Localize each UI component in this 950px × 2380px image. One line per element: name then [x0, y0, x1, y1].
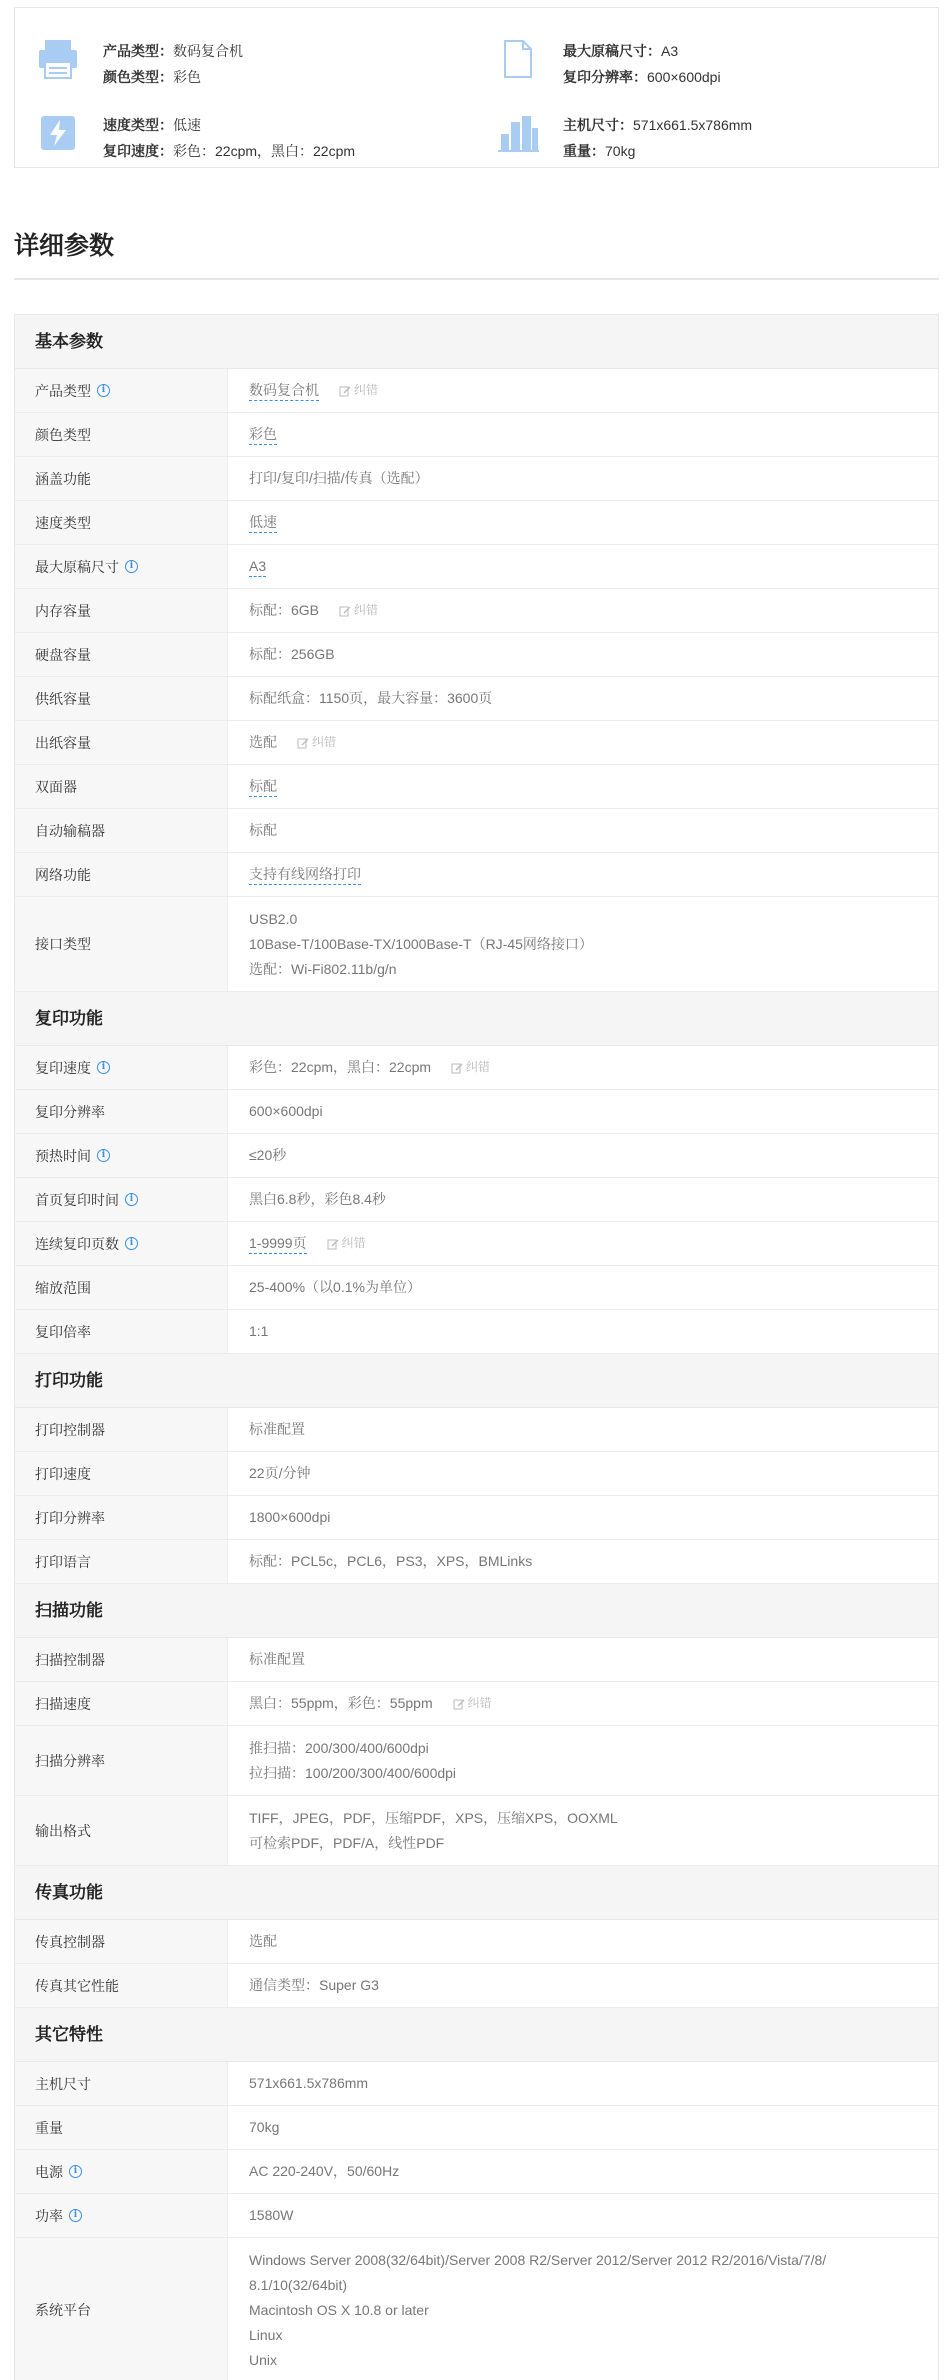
param-value	[228, 1796, 938, 1865]
param-value-link[interactable]: 彩色	[249, 424, 277, 445]
param-value-text: 1:1	[249, 1323, 269, 1339]
param-label	[15, 721, 228, 764]
param-value-text: 拉扫描：100/200/300/400/600dpi	[249, 1764, 457, 1781]
param-label	[15, 1796, 228, 1865]
param-label-text: 扫描速度	[35, 1695, 91, 1712]
param-value-text: 彩色：22cpm，黑白：22cpm	[249, 1059, 432, 1075]
info-icon[interactable]: i	[69, 2209, 82, 2222]
edit-icon	[451, 1062, 463, 1074]
param-label-text: 复印分辨率	[35, 1103, 105, 1120]
param-value	[228, 1090, 938, 1133]
param-value-text: 标配：6GB	[249, 602, 320, 618]
group-header: 基本参数	[15, 315, 938, 369]
param-label-text: 硬盘容量	[35, 646, 91, 663]
param-label	[15, 1638, 228, 1681]
param-row	[15, 765, 938, 809]
param-value-text: 标配纸盒：1150页，最大容量：3600页	[249, 690, 493, 706]
param-value	[228, 1682, 938, 1725]
param-label	[15, 1682, 228, 1725]
param-value-text: Windows Server 2008(32/64bit)/Server 2008 R2/Server 2012/Server 2012 R2/2016/Vista/7/8/	[249, 2251, 827, 2268]
param-value	[228, 633, 938, 676]
param-row	[15, 501, 938, 545]
param-row	[15, 1638, 938, 1682]
report-error-label: 纠错	[466, 1060, 491, 1074]
param-value	[228, 2238, 938, 2380]
param-value-text: 25-400%（以0.1%为单位）	[249, 1279, 421, 1295]
title-divider	[14, 278, 939, 280]
param-value	[228, 413, 938, 456]
info-icon[interactable]: i	[97, 384, 110, 397]
param-value-text: 可检索PDF，PDF/A，线性PDF	[249, 1834, 445, 1851]
param-value	[228, 1046, 938, 1089]
param-row	[15, 1964, 938, 2008]
param-value-text: 选配	[249, 734, 277, 750]
param-value	[228, 1726, 938, 1795]
param-row	[15, 369, 938, 413]
param-label-text: 涵盖功能	[35, 470, 91, 487]
summary-label: 复印分辨率：	[563, 69, 647, 85]
summary-value: 低速	[173, 117, 201, 133]
param-value-link[interactable]: 标配	[249, 776, 277, 797]
param-value	[228, 809, 938, 852]
param-value-link[interactable]: A3	[249, 556, 266, 577]
param-value-text: 选配：Wi-Fi802.11b/g/n	[249, 960, 397, 977]
edit-icon	[297, 737, 309, 749]
summary-value: 571x661.5x786mm	[633, 117, 753, 133]
param-row	[15, 1726, 938, 1796]
param-value-link[interactable]: 低速	[249, 512, 277, 533]
param-value	[228, 1222, 938, 1265]
param-label-text: 输出格式	[35, 1822, 91, 1839]
edit-icon	[453, 1698, 465, 1710]
param-value-link[interactable]: 支持有线网络打印	[249, 864, 361, 885]
param-row	[15, 1452, 938, 1496]
param-value-text: ≤20秒	[249, 1147, 287, 1163]
param-label	[15, 1964, 228, 2007]
param-label-text: 内存容量	[35, 602, 91, 619]
detail-title: 详细参数	[14, 232, 115, 260]
param-row	[15, 1266, 938, 1310]
param-label	[15, 1090, 228, 1133]
group-header: 传真功能	[15, 1866, 938, 1920]
param-value	[228, 721, 938, 764]
info-icon[interactable]: i	[69, 2165, 82, 2178]
summary-label: 产品类型：	[103, 43, 173, 59]
param-label-text: 首页复印时间	[35, 1191, 119, 1208]
param-row	[15, 1796, 938, 1866]
report-error-label: 纠错	[354, 603, 379, 617]
param-value	[228, 2194, 938, 2237]
param-value	[228, 1920, 938, 1963]
param-value-text: 推扫描：200/300/400/600dpi	[249, 1739, 429, 1756]
param-label-text: 出纸容量	[35, 734, 91, 751]
param-label-text: 打印语言	[35, 1553, 91, 1570]
param-label-text: 传真其它性能	[35, 1977, 119, 1994]
param-label	[15, 2062, 228, 2105]
param-row	[15, 853, 938, 897]
param-label-text: 最大原稿尺寸	[35, 558, 119, 575]
param-label	[15, 1222, 228, 1265]
info-icon[interactable]: i	[125, 1193, 138, 1206]
param-label	[15, 809, 228, 852]
param-label	[15, 1726, 228, 1795]
param-label-text: 供纸容量	[35, 690, 91, 707]
param-value-text: 70kg	[249, 2119, 280, 2135]
param-label-text: 复印倍率	[35, 1323, 91, 1340]
param-label-text: 电源	[35, 2163, 63, 2180]
param-label	[15, 1452, 228, 1495]
param-row	[15, 2238, 938, 2380]
param-value	[228, 545, 938, 588]
param-label	[15, 2238, 228, 2380]
printer-icon	[35, 36, 81, 82]
param-label	[15, 369, 228, 412]
param-value-text: 选配	[249, 1933, 277, 1949]
report-error-label: 纠错	[341, 1236, 366, 1250]
param-label	[15, 1408, 228, 1451]
param-label	[15, 1496, 228, 1539]
param-value	[228, 897, 938, 991]
param-label-text: 复印速度	[35, 1059, 91, 1076]
param-row	[15, 1682, 938, 1726]
report-error-button[interactable]	[297, 730, 336, 755]
param-row	[15, 721, 938, 765]
param-label	[15, 853, 228, 896]
param-label-text: 网络功能	[35, 866, 91, 883]
param-value	[228, 1408, 938, 1451]
param-value-text: 1800×600dpi	[249, 1509, 331, 1525]
param-value	[228, 589, 938, 632]
param-value	[228, 1266, 938, 1309]
param-label	[15, 1046, 228, 1089]
edit-icon	[339, 605, 351, 617]
info-icon[interactable]: i	[125, 1237, 138, 1250]
param-label	[15, 765, 228, 808]
param-value-text: TIFF，JPEG，PDF，压缩PDF，XPS，压缩XPS，OOXML	[249, 1809, 618, 1826]
param-label	[15, 2106, 228, 2149]
param-label-text: 缩放范围	[35, 1279, 91, 1296]
group-header: 复印功能	[15, 992, 938, 1046]
param-label	[15, 633, 228, 676]
param-row	[15, 633, 938, 677]
param-value-text: Unix	[249, 2351, 278, 2368]
param-label-text: 主机尺寸	[35, 2075, 91, 2092]
report-error-label: 纠错	[354, 383, 379, 397]
param-label	[15, 1178, 228, 1221]
param-value	[228, 765, 938, 808]
summary-value: 彩色：22cpm，黑白：22cpm	[173, 143, 356, 159]
param-label	[15, 545, 228, 588]
param-value	[228, 2062, 938, 2105]
param-value	[228, 1964, 938, 2007]
param-value	[228, 2150, 938, 2193]
param-label-text: 扫描控制器	[35, 1651, 105, 1668]
param-row	[15, 1134, 938, 1178]
param-label-text: 系统平台	[35, 2302, 91, 2318]
param-value	[228, 457, 938, 500]
param-value	[228, 1310, 938, 1353]
param-label	[15, 589, 228, 632]
param-value	[228, 853, 938, 896]
param-row	[15, 677, 938, 721]
info-icon[interactable]: i	[125, 560, 138, 573]
param-label-text: 颜色类型	[35, 426, 91, 443]
param-value-text: 8.1/10(32/64bit)	[249, 2276, 348, 2293]
param-value	[228, 1178, 938, 1221]
report-error-button[interactable]	[451, 1055, 490, 1080]
summary-value: 彩色	[173, 69, 201, 85]
param-label-text: 连续复印页数	[35, 1235, 119, 1252]
param-label	[15, 501, 228, 544]
info-icon[interactable]: i	[97, 1061, 110, 1074]
param-row	[15, 1178, 938, 1222]
param-value-text: 黑白：55ppm，彩色：55ppm	[249, 1695, 433, 1711]
param-label-text: 接口类型	[35, 936, 91, 952]
param-value-text: 打印/复印/扫描/传真（选配）	[249, 470, 429, 486]
param-value-text: USB2.0	[249, 910, 298, 927]
param-label-text: 打印速度	[35, 1465, 91, 1482]
lightning-icon	[35, 110, 81, 156]
param-row	[15, 1920, 938, 1964]
summary-label: 重量：	[563, 143, 605, 159]
edit-icon	[339, 385, 351, 397]
param-value-text: 600×600dpi	[249, 1103, 323, 1119]
param-value-text: Macintosh OS X 10.8 or later	[249, 2301, 429, 2318]
param-label-text: 传真控制器	[35, 1933, 105, 1950]
param-label	[15, 413, 228, 456]
param-row	[15, 2062, 938, 2106]
param-label	[15, 2150, 228, 2193]
param-label-text: 预热时间	[35, 1147, 91, 1164]
param-value-text: 标准配置	[249, 1651, 305, 1667]
param-label	[15, 1920, 228, 1963]
param-label	[15, 1134, 228, 1177]
group-header: 其它特性	[15, 2008, 938, 2062]
param-value-text: 通信类型：Super G3	[249, 1977, 379, 1993]
summary-label: 主机尺寸：	[563, 117, 633, 133]
param-label-text: 重量	[35, 2119, 63, 2136]
summary-label: 颜色类型：	[103, 69, 173, 85]
params-table	[14, 314, 939, 2380]
param-row	[15, 1310, 938, 1354]
summary-value: 数码复合机	[173, 43, 243, 59]
param-value	[228, 1134, 938, 1177]
param-value-text: 标配：PCL5c，PCL6，PS3，XPS，BMLinks	[249, 1553, 533, 1569]
param-label	[15, 1540, 228, 1583]
param-value-text: Linux	[249, 2326, 283, 2343]
param-value-link[interactable]: 1-9999页	[249, 1233, 307, 1254]
param-row	[15, 897, 938, 992]
param-row	[15, 809, 938, 853]
param-value-text: 1580W	[249, 2207, 294, 2223]
summary-label: 复印速度：	[103, 143, 173, 159]
summary-value: 600×600dpi	[647, 69, 721, 85]
param-value	[228, 2106, 938, 2149]
param-row	[15, 2194, 938, 2238]
param-label-text: 产品类型	[35, 382, 91, 399]
param-value	[228, 1540, 938, 1583]
param-row	[15, 1222, 938, 1266]
param-label-text: 打印控制器	[35, 1421, 105, 1438]
param-label	[15, 897, 228, 991]
report-error-button[interactable]	[339, 598, 378, 623]
summary-card	[14, 7, 939, 168]
param-value-text: 标准配置	[249, 1421, 305, 1437]
report-error-label: 纠错	[312, 735, 337, 749]
param-value-text: AC 220-240V，50/60Hz	[249, 2163, 400, 2179]
param-value-text: 10Base-T/100Base-TX/1000Base-T（RJ-45网络接口）	[249, 935, 593, 952]
param-row	[15, 545, 938, 589]
param-label	[15, 677, 228, 720]
edit-icon	[327, 1238, 339, 1250]
report-error-button[interactable]	[327, 1231, 366, 1256]
param-label	[15, 1266, 228, 1309]
param-row	[15, 2106, 938, 2150]
param-label	[15, 1310, 228, 1353]
param-value-text: 22页/分钟	[249, 1465, 311, 1481]
summary-label: 最大原稿尺寸：	[563, 43, 661, 59]
param-value	[228, 369, 938, 412]
param-row	[15, 1408, 938, 1452]
summary-value: A3	[661, 43, 679, 59]
param-label	[15, 2194, 228, 2237]
building-icon	[495, 110, 541, 156]
param-value	[228, 677, 938, 720]
group-header: 扫描功能	[15, 1584, 938, 1638]
param-value	[228, 1638, 938, 1681]
param-row	[15, 1540, 938, 1584]
param-row	[15, 413, 938, 457]
param-label-text: 扫描分辨率	[35, 1752, 105, 1769]
param-label-text: 自动输稿器	[35, 822, 105, 839]
summary-label: 速度类型：	[103, 117, 173, 133]
param-value	[228, 1452, 938, 1495]
param-value-text: 标配：256GB	[249, 646, 335, 662]
param-label-text: 双面器	[35, 778, 77, 795]
param-value-text: 黑白6.8秒，彩色8.4秒	[249, 1191, 386, 1207]
param-value-link[interactable]: 数码复合机	[249, 380, 319, 401]
param-row	[15, 589, 938, 633]
param-label-text: 速度类型	[35, 514, 91, 531]
param-row	[15, 2150, 938, 2194]
param-row	[15, 1496, 938, 1540]
report-error-button[interactable]	[453, 1691, 492, 1716]
param-row	[15, 1046, 938, 1090]
param-row	[15, 457, 938, 501]
info-icon[interactable]: i	[97, 1149, 110, 1162]
report-error-label: 纠错	[467, 1696, 492, 1710]
param-value-text: 571x661.5x786mm	[249, 2075, 369, 2091]
report-error-button[interactable]	[339, 378, 378, 403]
document-icon	[495, 36, 541, 82]
param-label-text: 打印分辨率	[35, 1509, 105, 1526]
param-value-text: 标配	[249, 822, 277, 838]
group-header: 打印功能	[15, 1354, 938, 1408]
param-label	[15, 457, 228, 500]
param-label-text: 功率	[35, 2207, 63, 2224]
param-row	[15, 1090, 938, 1134]
param-value	[228, 501, 938, 544]
param-value	[228, 1496, 938, 1539]
summary-value: 70kg	[605, 143, 636, 159]
